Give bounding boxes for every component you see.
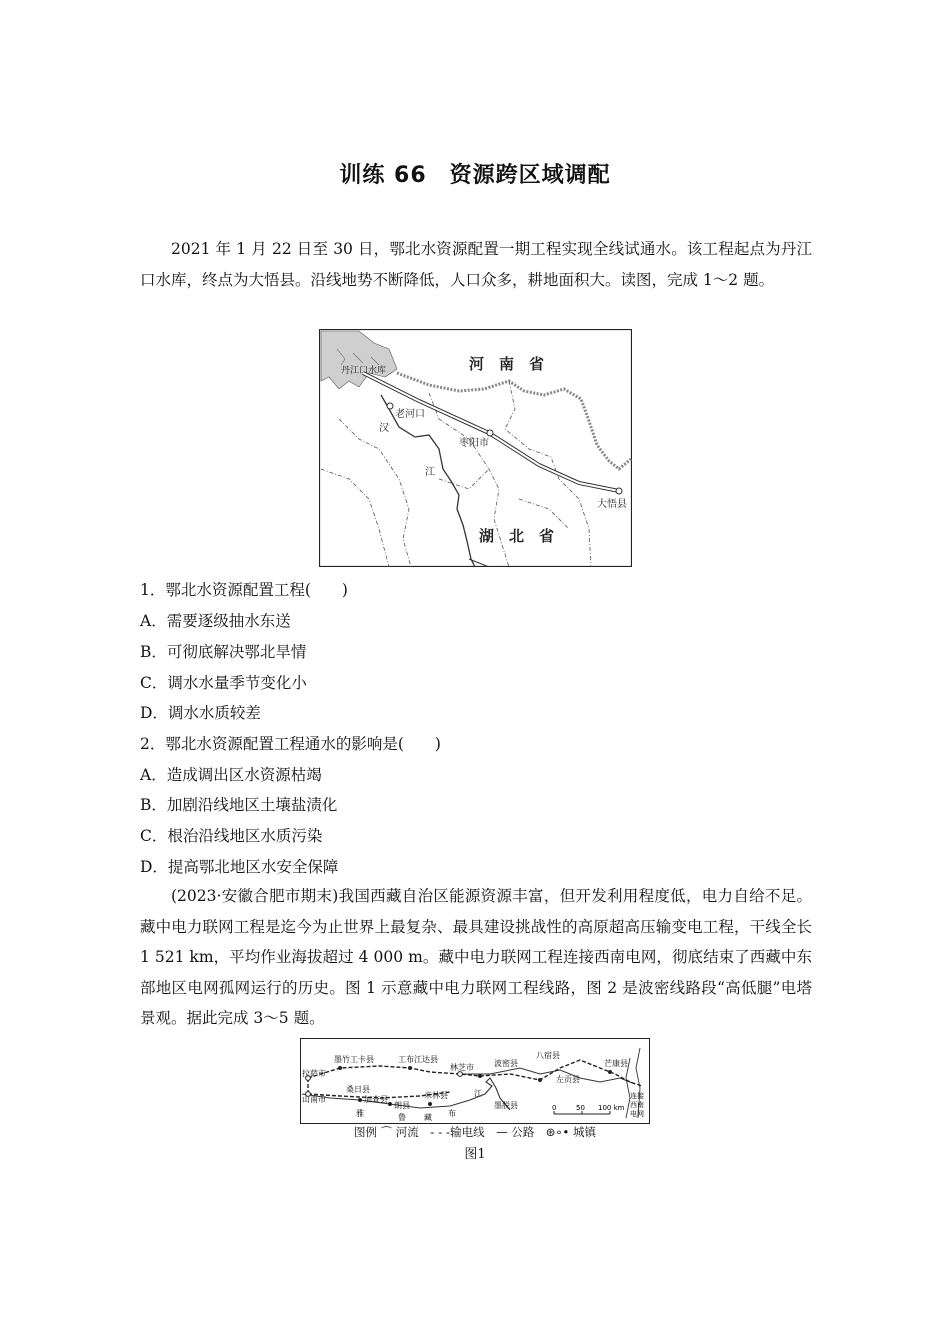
label-connect-1: 连接: [630, 1092, 644, 1100]
question-1-option-c: C．调水水量季节变化小: [140, 674, 307, 692]
label-dawu: 大悟县: [597, 499, 627, 510]
label-zaoyang: 枣阳市: [459, 438, 489, 449]
question-2-option-b: B．加剧沿线地区土壤盐渍化: [140, 796, 338, 814]
intro-paragraph-2: (2023·安徽合肥市期末)我国西藏自治区能源资源丰富，但开发利用程度低，电力自给不足。藏中电力联网工程是迄今为止世界上最复杂、最具建设挑战性的高原超高压输变电工程，干线全长 1 521 km，平均作业海拔超过 4 000 m。藏中电力联网工程连接西南电网，彻底结束了西藏中东部地区电网孤网运行的历史。图 1 示意藏中电力联网工程线路，图 2 是波密线路段“高低腿”电塔景观。据此完成 3～5 题。: [140, 887, 812, 1027]
label-gongbujiangda: 工布江达县: [398, 1055, 438, 1064]
scale-label-0: 0: [552, 1104, 557, 1112]
label-motuo: 墨脱县: [494, 1101, 518, 1110]
question-2-stem: 2．鄂北水资源配置工程通水的影响是( ): [140, 735, 441, 753]
zaoyang-point: [487, 430, 493, 436]
question-1-option-d: D．调水水质较差: [140, 704, 261, 722]
scale-label-50: 50: [576, 1104, 585, 1112]
label-connect-2: 西南: [630, 1101, 644, 1109]
question-1-option-a: A．需要逐级抽水东送: [140, 612, 291, 630]
map-tibet-power-grid: [300, 1038, 650, 1124]
intro-paragraph-1: 2021 年 1 月 22 日至 30 日，鄂北水资源配置一期工程实现全线试通水。该工程起点为丹江口水库，终点为大悟县。沿线地势不断降低，人口众多，耕地面积大。读图，完成 1～2 题。: [140, 240, 812, 289]
label-jiacha: 加查县: [364, 1095, 388, 1104]
question-2-option-c: C．根治沿线地区水质污染: [140, 827, 323, 845]
label-shannan: 山南市: [302, 1095, 326, 1104]
map-hubei-water-project: [319, 329, 632, 567]
label-mozhugongka: 墨竹工卡县: [334, 1055, 374, 1064]
question-2-option-d: D．提高鄂北地区水安全保障: [140, 858, 339, 876]
scale-label-100: 100 km: [598, 1104, 625, 1112]
label-river-jiang: 江: [425, 467, 435, 478]
label-zuogong: 左贡县: [556, 1075, 580, 1084]
label-river-lu: 鲁: [398, 1113, 406, 1122]
label-mangkang: 芒康县: [604, 1059, 628, 1068]
label-river-bu: 布: [448, 1109, 456, 1118]
label-river-zang: 藏: [424, 1113, 432, 1122]
question-1-stem: 1．鄂北水资源配置工程( ): [140, 581, 348, 599]
label-connect-3: 电网: [630, 1110, 644, 1118]
dawu-point: [616, 488, 622, 494]
label-sangri: 桑日县: [346, 1085, 370, 1094]
label-river-ya: 雅: [356, 1109, 364, 1118]
label-milin: 米林县: [424, 1091, 448, 1100]
label-bomi: 波密县: [494, 1059, 518, 1068]
label-hubei: 湖 北 省: [479, 527, 555, 545]
page-title: 训练 66 资源跨区域调配: [339, 163, 611, 188]
question-1-option-b: B．可彻底解决鄂北旱情: [140, 643, 307, 661]
laohekou-point: [387, 403, 393, 409]
label-danjiangkou: 丹江口水库: [341, 366, 387, 376]
label-linzhi: 林芝市: [450, 1063, 474, 1072]
label-laohekou: 老河口: [395, 409, 425, 420]
map-legend: 图例 ⌒ 河流 - - -输电线 — 公路 ⊛∘• 城镇: [354, 1125, 596, 1139]
label-lhasa: 拉萨市: [302, 1069, 326, 1078]
label-basu: 八宿县: [536, 1051, 560, 1060]
label-langxian: 朗县: [394, 1101, 410, 1110]
label-river-han: 汉: [379, 423, 389, 434]
label-river-jiang: 江: [474, 1089, 482, 1098]
figure-caption: 图1: [464, 1147, 486, 1162]
question-2-option-a: A．造成调出区水资源枯竭: [140, 766, 322, 784]
label-henan: 河 南 省: [469, 355, 545, 373]
